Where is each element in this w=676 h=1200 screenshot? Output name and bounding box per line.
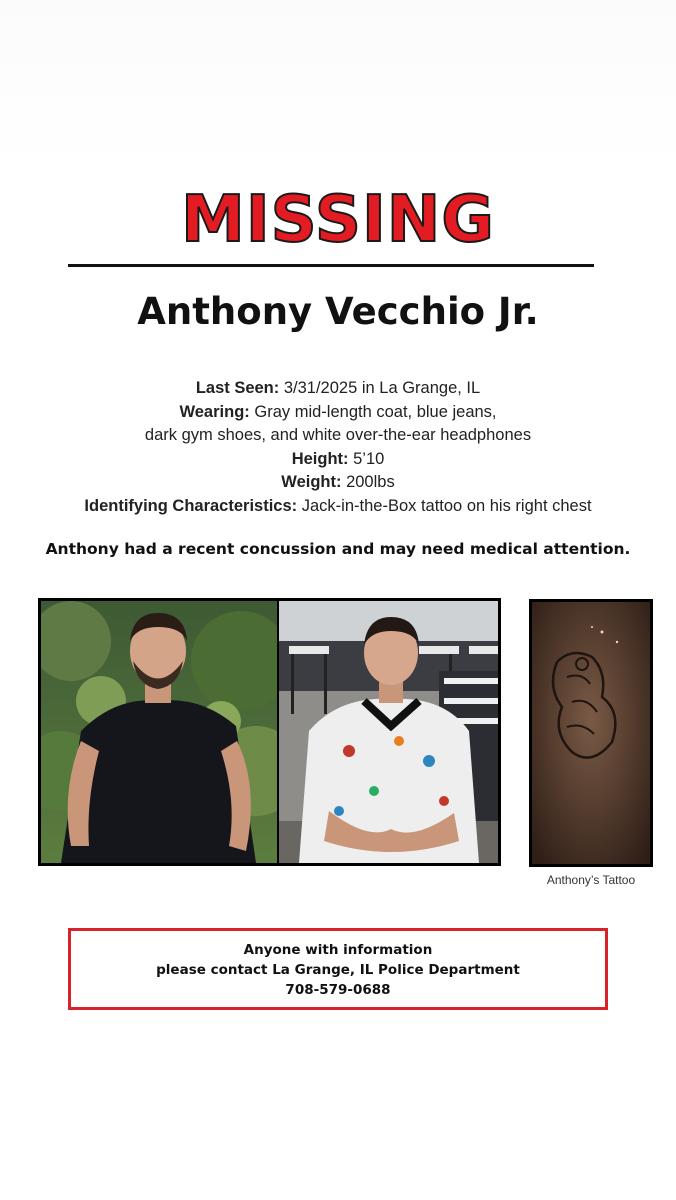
person-name: Anthony Vecchio Jr. [137,290,539,333]
contact-box [68,928,608,1010]
medical-notice: Anthony had a recent concussion and may need medical attention. [45,540,631,558]
height-line [0,448,676,472]
tattoo-caption: Anthony’s Tattoo [546,873,636,887]
top-background [0,0,676,165]
photo-outdoor [41,601,277,863]
weight-value: 200lbs [346,473,395,491]
wearing-label: Wearing: [179,402,250,421]
wearing-line [0,401,676,425]
identifying-label: Identifying Characteristics: [84,496,298,515]
wearing-value-1: Gray mid-length coat, blue jeans, [254,402,497,421]
headline-divider [68,264,594,267]
details-block [0,377,676,518]
photo-collage [38,598,501,866]
contact-line-2: please contact La Grange, IL Police Department [156,962,520,978]
last-seen-label: Last Seen: [195,379,280,397]
wearing-value-2: dark gym shoes, and white over-the-ear headphones [144,426,532,444]
identifying-line [0,495,676,519]
height-value: 5’10 [353,449,385,468]
weight-label: Weight: [281,473,342,491]
missing-headline: MISSING [181,183,495,257]
contact-line-1: Anyone with information [243,942,433,958]
last-seen-line [0,377,676,401]
identifying-value: Jack-in-the-Box tattoo on his right chest [301,496,592,515]
last-seen-value: 3/31/2025 in La Grange, IL [283,379,481,397]
weight-line [0,471,676,495]
wearing-line-2 [0,424,676,448]
contact-phone[interactable]: 708-579-0688 [285,982,391,998]
photo-tattoo [529,599,653,867]
height-label: Height: [291,449,349,468]
photo-indoor [279,601,498,863]
